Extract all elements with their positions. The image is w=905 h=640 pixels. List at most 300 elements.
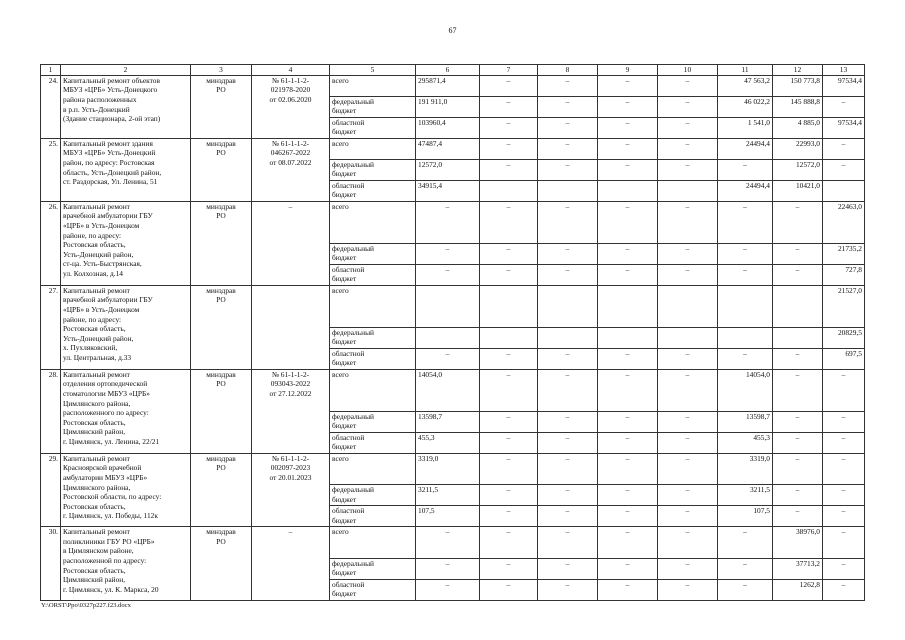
amount-cell: –: [480, 558, 538, 579]
amount-cell: –: [416, 527, 480, 559]
amount-cell: –: [538, 527, 598, 559]
expertise-document: [252, 201, 330, 285]
text-line: бюджет: [332, 337, 357, 347]
text-line: минздрав: [206, 201, 236, 211]
row-number: 28.: [41, 369, 61, 453]
amount-cell: –: [773, 485, 823, 506]
amount-cell: [416, 327, 480, 348]
text-line: ст. Раздорская, Ул. Ленина, 51: [63, 177, 158, 187]
amount-cell: 14054,0: [718, 369, 773, 411]
amount-cell: –: [658, 159, 718, 180]
amount-cell: [718, 285, 773, 327]
amount-cell: [538, 285, 598, 327]
amount-cell: –: [538, 96, 598, 117]
text-line: районе, по адресу:: [63, 314, 122, 324]
amount-cell: –: [773, 369, 823, 411]
responsible-org: [191, 75, 252, 138]
amount-cell: –: [658, 201, 718, 243]
amount-cell: –: [823, 506, 865, 527]
column-number: 8: [538, 65, 598, 76]
amount-cell: 14054,0: [416, 369, 480, 411]
text-line: амбулатории МБУЗ «ЦРБ»: [63, 472, 148, 482]
amount-cell: 3319,0: [718, 453, 773, 485]
text-line: бюджет: [332, 127, 357, 137]
row-number: 26.: [41, 201, 61, 285]
text-line: Ростовская область,: [63, 501, 126, 511]
text-line: расположенной по адресу:: [63, 556, 147, 565]
text-line: минздрав: [206, 369, 236, 379]
amount-cell: –: [416, 201, 480, 243]
table-row: [41, 138, 865, 159]
amount-cell: 37713,2: [773, 558, 823, 579]
amount-cell: –: [658, 369, 718, 411]
amount-cell: 38976,0: [773, 527, 823, 559]
funding-source: [330, 264, 416, 285]
amount-cell: [658, 180, 718, 201]
file-path-footer: Y:\ORST\Ppo\0327p227.f23.docx: [41, 602, 131, 609]
amount-cell: [718, 327, 773, 348]
object-name: [61, 369, 191, 453]
amount-cell: –: [598, 579, 658, 600]
table-row: [41, 453, 865, 485]
text-line: Ростовской области, по адресу:: [63, 492, 162, 502]
text-line: ул. Центральная, д.33: [63, 353, 132, 362]
amount-cell: [538, 180, 598, 201]
amount-cell: –: [658, 75, 718, 96]
amount-cell: 24494,4: [718, 180, 773, 201]
object-name: [61, 527, 191, 601]
amount-cell: [416, 285, 480, 327]
text-line: бюджет: [332, 421, 357, 431]
responsible-org: [191, 285, 252, 369]
amount-cell: 4 885,0: [773, 117, 823, 138]
amount-cell: –: [480, 117, 538, 138]
amount-cell: [480, 180, 538, 201]
text-line: МБУЗ «ЦРБ» Усть-Донецкий: [63, 148, 156, 158]
amount-cell: –: [658, 264, 718, 285]
funding-source: [330, 75, 416, 96]
funding-source: [330, 432, 416, 453]
amount-cell: –: [718, 264, 773, 285]
expertise-document: [252, 453, 330, 527]
amount-cell: –: [598, 411, 658, 432]
table-row: [41, 285, 865, 327]
text-line: всего: [332, 453, 349, 463]
amount-cell: –: [658, 432, 718, 453]
amount-cell: –: [416, 579, 480, 600]
amount-cell: 455,3: [718, 432, 773, 453]
header-row: [41, 65, 865, 76]
table-row: [41, 75, 865, 96]
text-line: бюджет: [332, 358, 357, 368]
funding-source: [330, 96, 416, 117]
row-number: 25.: [41, 138, 61, 201]
text-line: врачебной амбулатории ГБУ: [63, 211, 153, 221]
funding-source: [330, 285, 416, 327]
amount-cell: –: [823, 527, 865, 559]
amount-cell: –: [538, 506, 598, 527]
amount-cell: –: [718, 348, 773, 369]
table-row: [41, 369, 865, 411]
amount-cell: –: [823, 159, 865, 180]
expertise-document: [252, 75, 330, 138]
amount-cell: –: [773, 264, 823, 285]
amount-cell: 20829,5: [823, 327, 865, 348]
text-line: Цимлянского района,: [63, 398, 131, 408]
text-line: бюджет: [332, 589, 357, 599]
amount-cell: –: [538, 159, 598, 180]
text-line: Капитальный ремонт: [63, 369, 130, 379]
text-line: РО: [216, 211, 226, 221]
amount-cell: –: [658, 453, 718, 485]
amount-cell: –: [598, 117, 658, 138]
text-line: Капитальный ремонт: [63, 285, 130, 295]
funding-source: [330, 558, 416, 579]
text-line: от 08.07.2022: [269, 157, 312, 167]
amount-cell: –: [598, 159, 658, 180]
amount-cell: –: [773, 432, 823, 453]
amount-cell: 22463,0: [823, 201, 865, 243]
amount-cell: –: [538, 75, 598, 96]
amount-cell: 1 541,0: [718, 117, 773, 138]
amount-cell: –: [480, 96, 538, 117]
text-line: минздрав: [206, 75, 236, 85]
text-line: Цимлянского района,: [63, 482, 131, 492]
text-line: ст-ца. Усть-Быстрянская,: [63, 259, 142, 269]
amount-cell: –: [598, 506, 658, 527]
amount-cell: –: [480, 348, 538, 369]
amount-cell: 46 022,2: [718, 96, 773, 117]
text-line: федеральный: [332, 411, 374, 421]
amount-cell: –: [718, 527, 773, 559]
amount-cell: [598, 285, 658, 327]
text-line: района расположенных: [63, 94, 137, 104]
amount-cell: –: [658, 558, 718, 579]
amount-cell: [480, 327, 538, 348]
text-line: РО: [216, 85, 226, 95]
text-line: минздрав: [206, 285, 236, 295]
amount-cell: –: [658, 485, 718, 506]
amount-cell: –: [598, 243, 658, 264]
amount-cell: –: [480, 264, 538, 285]
amount-cell: –: [823, 138, 865, 159]
text-line: Усть-Донецкий район,: [63, 249, 134, 259]
amount-cell: –: [773, 506, 823, 527]
text-line: район, по адресу: Ростовская: [63, 157, 155, 167]
amount-cell: 3211,5: [416, 485, 480, 506]
amount-cell: –: [480, 432, 538, 453]
amount-cell: –: [823, 579, 865, 600]
amount-cell: –: [480, 75, 538, 96]
text-line: г. Цимлянск, ул. К. Маркса, 20: [63, 584, 159, 594]
text-line: Красноярской врачебной: [63, 463, 142, 473]
funding-source: [330, 485, 416, 506]
text-line: 093043-2022: [270, 379, 311, 389]
amount-cell: –: [658, 579, 718, 600]
text-line: бюджет: [332, 515, 357, 525]
text-line: областной: [332, 180, 365, 190]
text-line: областной: [332, 432, 365, 442]
amount-cell: –: [538, 117, 598, 138]
object-name: [61, 138, 191, 201]
text-line: поликлиники ГБУ РО «ЦРБ»: [63, 536, 155, 546]
text-line: № 61-1-1-2-: [271, 369, 310, 379]
text-line: Капитальный ремонт здания: [63, 138, 153, 148]
amount-cell: –: [718, 159, 773, 180]
amount-cell: –: [658, 506, 718, 527]
amount-cell: –: [598, 453, 658, 485]
text-line: РО: [216, 536, 226, 546]
amount-cell: –: [480, 159, 538, 180]
text-line: РО: [216, 379, 226, 389]
amount-cell: –: [598, 485, 658, 506]
amount-cell: [773, 285, 823, 327]
table-row: [41, 201, 865, 243]
text-line: Капитальный ремонт: [63, 527, 130, 537]
amount-cell: –: [480, 201, 538, 243]
amount-cell: –: [658, 138, 718, 159]
amount-cell: 145 888,8: [773, 96, 823, 117]
column-number: 5: [330, 65, 416, 76]
column-number: 3: [191, 65, 252, 76]
object-name: [61, 75, 191, 138]
text-line: Цимлянский район,: [63, 427, 126, 437]
amount-cell: –: [538, 453, 598, 485]
amount-cell: 47487,4: [416, 138, 480, 159]
text-line: Усть-Донецкий район,: [63, 333, 134, 343]
amount-cell: –: [773, 453, 823, 485]
text-line: Ростовская область,: [63, 565, 126, 575]
amount-cell: –: [480, 453, 538, 485]
amount-cell: –: [773, 243, 823, 264]
text-line: областной: [332, 264, 365, 274]
funding-source: [330, 411, 416, 432]
text-line: отделения ортопедической: [63, 379, 148, 389]
text-line: районе, по адресу:: [63, 230, 122, 240]
text-line: Капитальный ремонт: [63, 201, 130, 211]
amount-cell: –: [658, 243, 718, 264]
column-number: 11: [718, 65, 773, 76]
amount-cell: –: [598, 96, 658, 117]
amount-cell: –: [598, 264, 658, 285]
text-line: –: [288, 201, 293, 211]
row-number: 30.: [41, 527, 61, 601]
amount-cell: –: [718, 558, 773, 579]
text-line: бюджет: [332, 253, 357, 263]
responsible-org: [191, 369, 252, 453]
amount-cell: –: [538, 243, 598, 264]
text-line: Капитальный ремонт: [63, 453, 130, 463]
amount-cell: –: [823, 558, 865, 579]
amount-cell: –: [538, 138, 598, 159]
text-line: № 61-1-1-2-: [271, 75, 310, 85]
amount-cell: –: [773, 201, 823, 243]
amount-cell: 10421,0: [773, 180, 823, 201]
funding-source: [330, 201, 416, 243]
text-line: Капитальный ремонт объектов: [63, 75, 160, 85]
text-line: от 27.12.2022: [269, 388, 312, 398]
text-line: бюджет: [332, 568, 357, 578]
text-line: федеральный: [332, 558, 374, 568]
amount-cell: 103960,4: [416, 117, 480, 138]
text-line: в р.п. Усть-Донецкий: [63, 104, 130, 114]
amount-cell: [773, 327, 823, 348]
column-number: 6: [416, 65, 480, 76]
text-line: область, Усть-Донецкий район,: [63, 167, 162, 177]
text-line: федеральный: [332, 159, 374, 169]
amount-cell: –: [598, 348, 658, 369]
amount-cell: 12572,0: [773, 159, 823, 180]
text-line: 002097-2023: [270, 463, 311, 473]
row-number: 24.: [41, 75, 61, 138]
amount-cell: 3319,0: [416, 453, 480, 485]
funding-source: [330, 117, 416, 138]
column-number: 10: [658, 65, 718, 76]
amount-cell: –: [538, 485, 598, 506]
amount-cell: [658, 285, 718, 327]
expertise-document: [252, 527, 330, 601]
amount-cell: [658, 327, 718, 348]
text-line: в Цимлянском районе,: [63, 546, 134, 556]
text-line: 046267-2022: [270, 148, 311, 158]
amount-cell: –: [658, 96, 718, 117]
amount-cell: 21735,2: [823, 243, 865, 264]
amount-cell: –: [416, 348, 480, 369]
amount-cell: 3211,5: [718, 485, 773, 506]
amount-cell: –: [480, 411, 538, 432]
amount-cell: 21527,0: [823, 285, 865, 327]
amount-cell: [598, 180, 658, 201]
text-line: всего: [332, 527, 349, 537]
row-number: 29.: [41, 453, 61, 527]
text-line: областной: [332, 348, 365, 358]
amount-cell: 150 773,8: [773, 75, 823, 96]
text-line: Ростовская область,: [63, 417, 126, 427]
amount-cell: –: [823, 432, 865, 453]
amount-cell: –: [718, 579, 773, 600]
amount-cell: 22993,0: [773, 138, 823, 159]
amount-cell: 295871,4: [416, 75, 480, 96]
amount-cell: 47 563,2: [718, 75, 773, 96]
responsible-org: [191, 453, 252, 527]
text-line: х. Пухляковский,: [63, 343, 118, 353]
amount-cell: 107,5: [416, 506, 480, 527]
text-line: бюджет: [332, 106, 357, 116]
amount-cell: –: [538, 264, 598, 285]
amount-cell: 727,8: [823, 264, 865, 285]
text-line: бюджет: [332, 274, 357, 284]
amount-cell: –: [598, 138, 658, 159]
text-line: областной: [332, 506, 365, 516]
text-line: областной: [332, 117, 365, 127]
amount-cell: [823, 180, 865, 201]
text-line: минздрав: [206, 453, 236, 463]
text-line: Ростовская область,: [63, 240, 126, 250]
amount-cell: –: [480, 369, 538, 411]
amount-cell: –: [823, 453, 865, 485]
text-line: областной: [332, 579, 365, 589]
funding-source: [330, 579, 416, 600]
text-line: ул. Колхозная, д.14: [63, 269, 123, 278]
expertise-document: [252, 369, 330, 453]
funding-source: [330, 348, 416, 369]
text-line: федеральный: [332, 327, 374, 337]
text-line: бюджет: [332, 190, 357, 200]
responsible-org: [191, 527, 252, 601]
amount-cell: [480, 285, 538, 327]
amount-cell: –: [598, 558, 658, 579]
amount-cell: [598, 327, 658, 348]
amount-cell: –: [416, 243, 480, 264]
text-line: от 20.01.2023: [269, 472, 312, 482]
amount-cell: 34915,4: [416, 180, 480, 201]
text-line: всего: [332, 285, 349, 295]
amount-cell: 191 911,0: [416, 96, 480, 117]
funding-source: [330, 159, 416, 180]
amount-cell: 455,3: [416, 432, 480, 453]
text-line: федеральный: [332, 96, 374, 106]
text-line: РО: [216, 463, 226, 473]
funding-source: [330, 369, 416, 411]
expertise-document: [252, 285, 330, 369]
column-number: 2: [61, 65, 191, 76]
text-line: «ЦРБ» в Усть-Донецком: [63, 304, 140, 314]
text-line: г. Цимлянск, ул. Победы, 112к: [63, 511, 158, 521]
column-number: 9: [598, 65, 658, 76]
text-line: федеральный: [332, 243, 374, 253]
column-number: 1: [41, 65, 61, 76]
amount-cell: [538, 327, 598, 348]
text-line: расположенного по адресу:: [63, 408, 149, 418]
text-line: 021978-2020: [270, 85, 311, 95]
object-name: [61, 285, 191, 369]
amount-cell: –: [538, 201, 598, 243]
text-line: всего: [332, 138, 349, 148]
amount-cell: 13598,7: [718, 411, 773, 432]
amount-cell: 13598,7: [416, 411, 480, 432]
text-line: бюджет: [332, 494, 357, 504]
text-line: всего: [332, 201, 349, 211]
funding-source: [330, 180, 416, 201]
amount-cell: –: [480, 527, 538, 559]
funding-source: [330, 327, 416, 348]
amount-cell: –: [416, 558, 480, 579]
amount-cell: –: [718, 243, 773, 264]
amount-cell: 12572,0: [416, 159, 480, 180]
amount-cell: –: [480, 485, 538, 506]
funding-source: [330, 138, 416, 159]
text-line: всего: [332, 369, 349, 379]
amount-cell: 107,5: [718, 506, 773, 527]
text-line: федеральный: [332, 485, 374, 495]
amount-cell: 1262,8: [773, 579, 823, 600]
program-table: [40, 64, 865, 601]
amount-cell: –: [480, 579, 538, 600]
page-number: 67: [448, 26, 457, 35]
text-line: № 61-1-1-2-: [271, 453, 310, 463]
column-number: 12: [773, 65, 823, 76]
amount-cell: –: [538, 348, 598, 369]
amount-cell: 697,5: [823, 348, 865, 369]
funding-source: [330, 243, 416, 264]
amount-cell: –: [538, 558, 598, 579]
text-line: РО: [216, 295, 226, 305]
text-line: всего: [332, 75, 349, 85]
amount-cell: –: [480, 506, 538, 527]
expertise-document: [252, 138, 330, 201]
object-name: [61, 453, 191, 527]
text-line: бюджет: [332, 442, 357, 452]
